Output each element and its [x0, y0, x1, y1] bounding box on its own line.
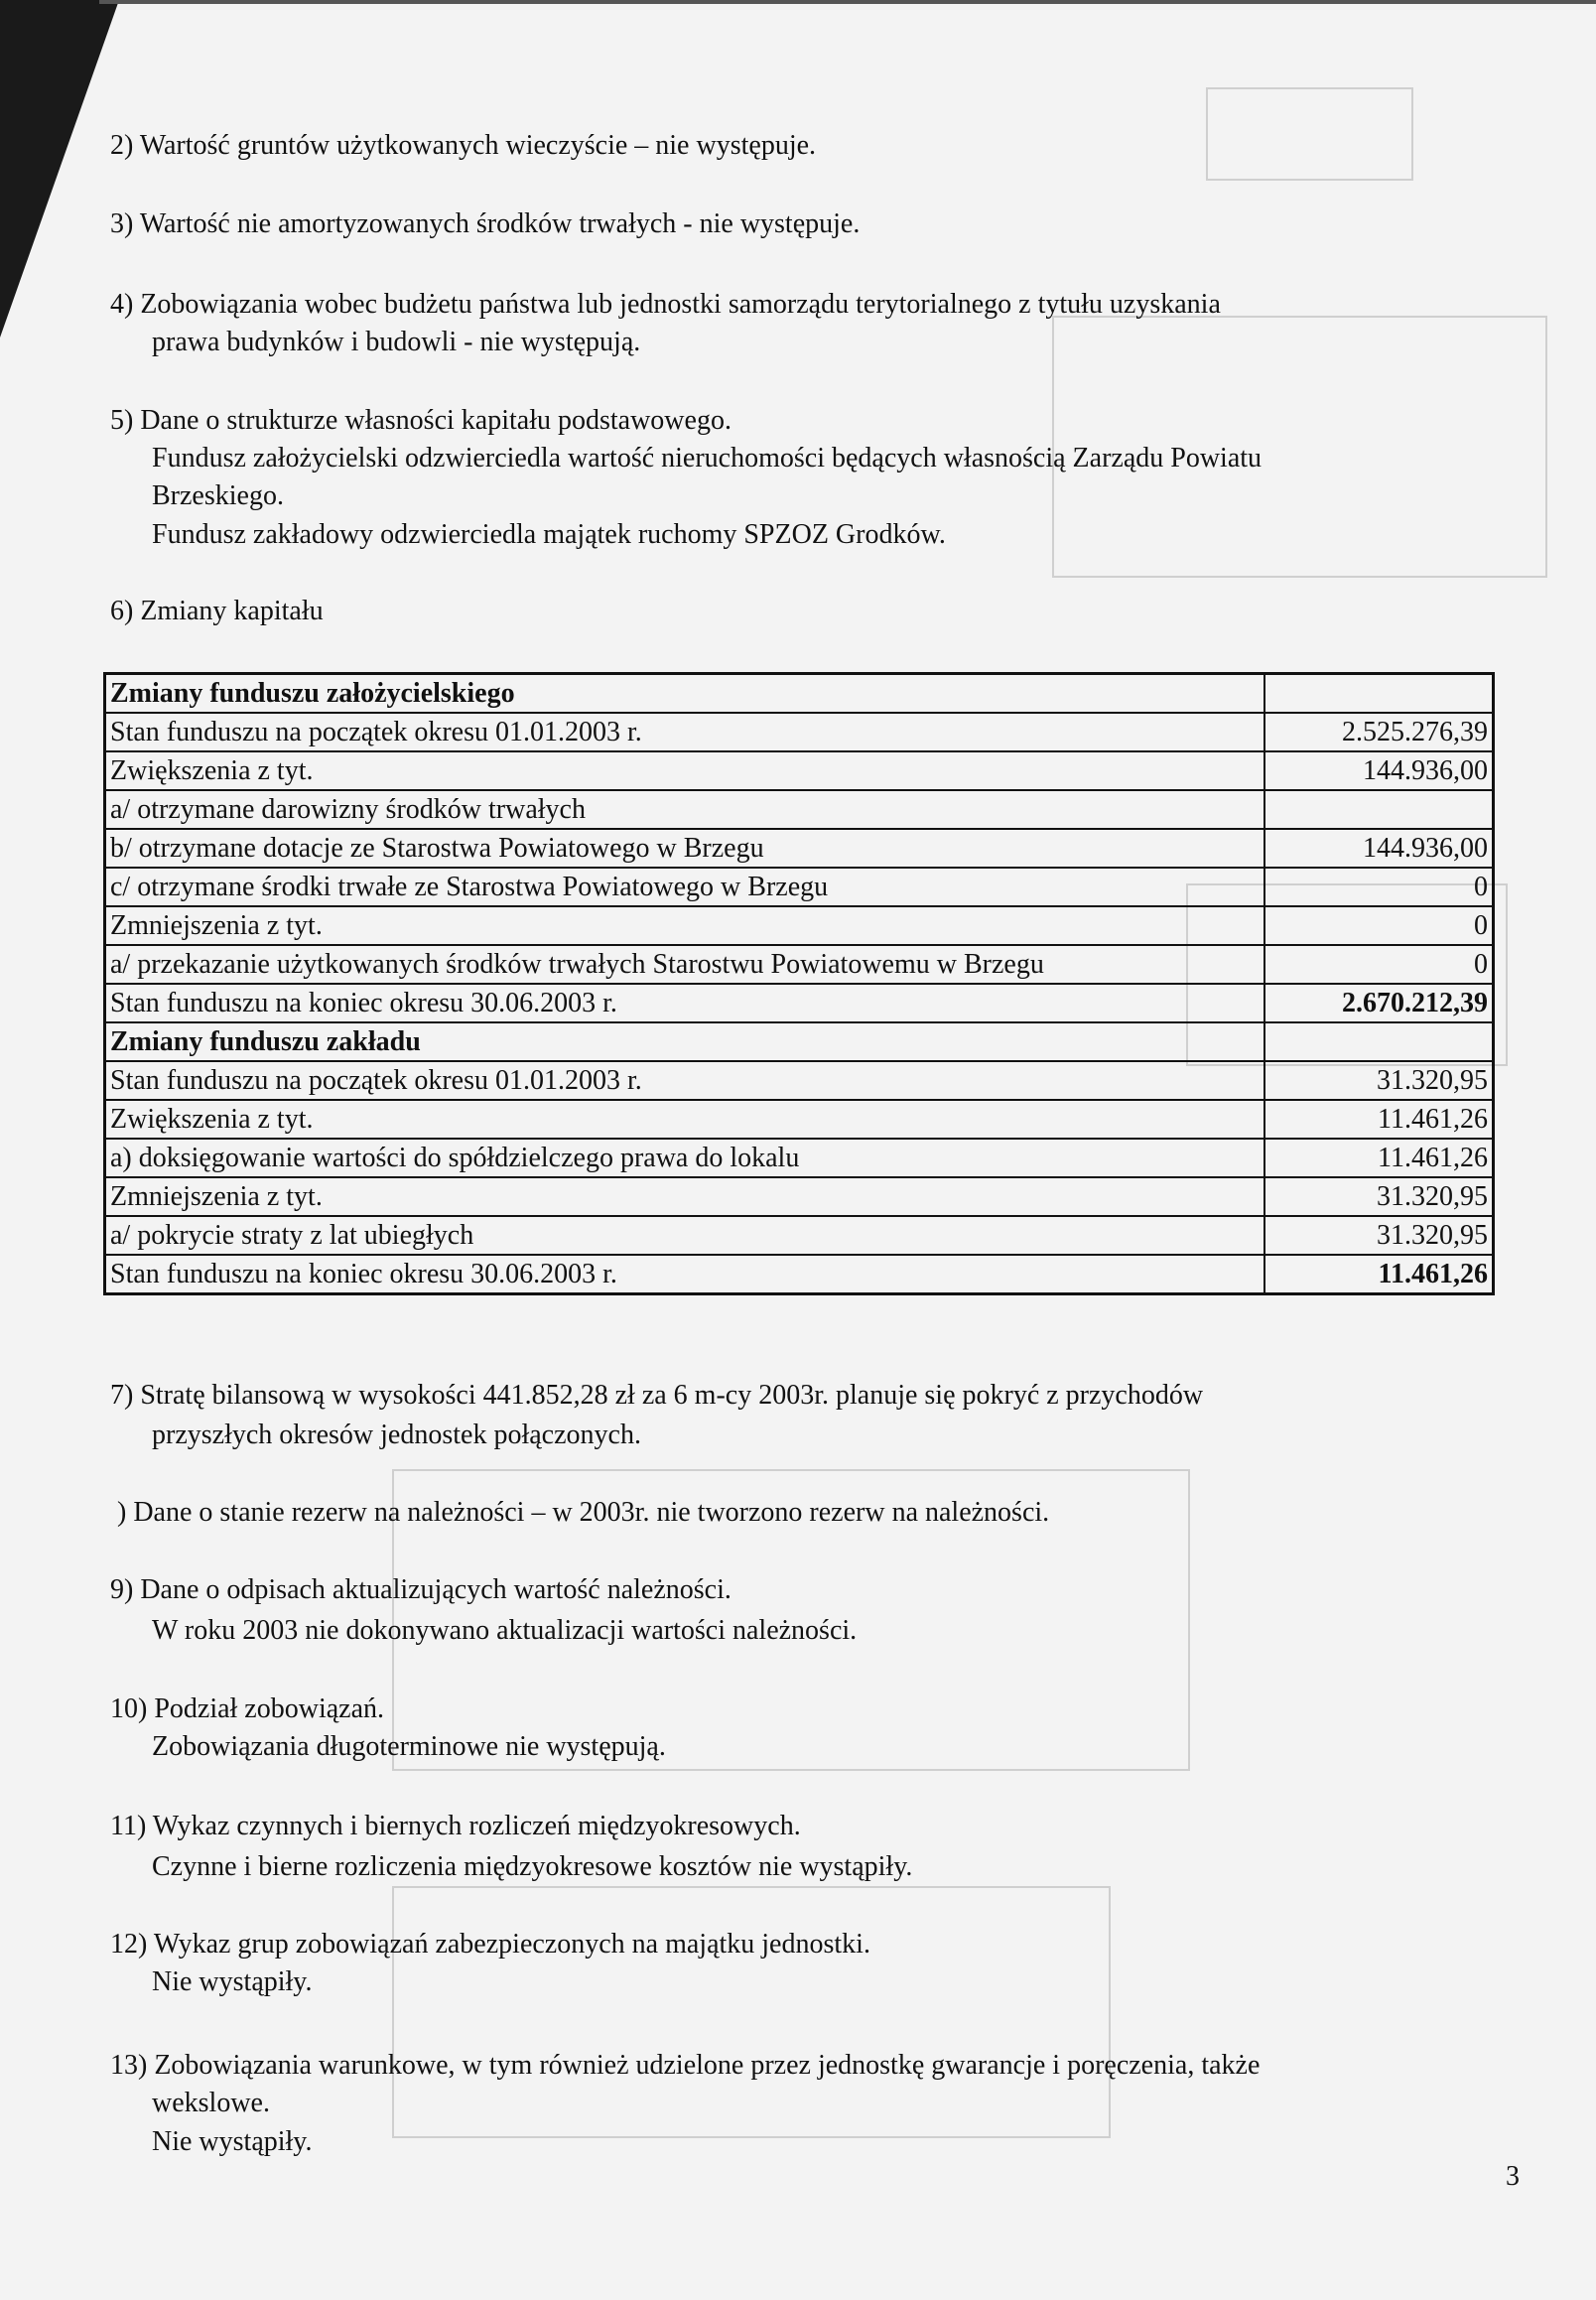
row-label: Zmiany funduszu założycielskiego [105, 674, 1265, 714]
table-row [105, 1061, 1494, 1100]
item-13-line-1: 13) Zobowiązania warunkowe, w tym również udzielone przez jednostkę gwarancje i poręczenia, także [110, 2050, 1261, 2081]
item-10-line-2: Zobowiązania długoterminowe nie występują. [152, 1731, 666, 1762]
row-label: Stan funduszu na początek okresu 01.01.2003 r. [105, 1061, 1265, 1100]
table-row [105, 1216, 1494, 1255]
item-6: 6) Zmiany kapitału [110, 596, 324, 626]
item-7-line-2: przyszłych okresów jednostek połączonych. [152, 1420, 641, 1450]
table-row [105, 868, 1494, 906]
row-value: 31.320,95 [1264, 1177, 1494, 1216]
item-11-line-1: 11) Wykaz czynnych i biernych rozliczeń międzyokresowych. [110, 1811, 801, 1841]
row-value: 31.320,95 [1264, 1061, 1494, 1100]
capital-changes-table [103, 672, 1495, 1295]
row-label: Zmniejszenia z tyt. [105, 906, 1265, 945]
row-label: c/ otrzymane środki trwałe ze Starostwa Powiatowego w Brzegu [105, 868, 1265, 906]
row-label: Stan funduszu na koniec okresu 30.06.2003 r. [105, 984, 1265, 1022]
row-value: 0 [1264, 868, 1494, 906]
row-label: Stan funduszu na początek okresu 01.01.2003 r. [105, 713, 1265, 751]
table-row [105, 713, 1494, 751]
row-label: Zwiększenia z tyt. [105, 751, 1265, 790]
item-12-line-2: Nie wystąpiły. [152, 1966, 313, 1997]
row-value [1264, 1022, 1494, 1061]
row-value: 144.936,00 [1264, 751, 1494, 790]
row-value: 2.670.212,39 [1264, 984, 1494, 1022]
item-3: 3) Wartość nie amortyzowanych środków trwałych - nie występuje. [110, 208, 861, 239]
row-value: 11.461,26 [1264, 1100, 1494, 1139]
bleed-through-box [392, 1886, 1111, 2138]
item-13-line-3: Nie wystąpiły. [152, 2126, 313, 2157]
item-4-line-2: prawa budynków i budowli - nie występują. [152, 327, 641, 357]
table-row [105, 1139, 1494, 1177]
scan-shadow-corner [0, 0, 119, 338]
table-row [105, 1255, 1494, 1294]
item-9-line-1: 9) Dane o odpisach aktualizujących wartość należności. [110, 1574, 732, 1605]
table-row [105, 945, 1494, 984]
row-value: 11.461,26 [1264, 1139, 1494, 1177]
row-value: 11.461,26 [1264, 1255, 1494, 1294]
row-value [1264, 674, 1494, 714]
table-row [105, 906, 1494, 945]
table-row [105, 829, 1494, 868]
item-2: 2) Wartość gruntów użytkowanych wieczyście – nie występuje. [110, 130, 817, 161]
row-value: 0 [1264, 945, 1494, 984]
row-label: b/ otrzymane dotacje ze Starostwa Powiatowego w Brzegu [105, 829, 1265, 868]
table-row [105, 751, 1494, 790]
row-value: 2.525.276,39 [1264, 713, 1494, 751]
item-11-line-2: Czynne i bierne rozliczenia międzyokresowe kosztów nie wystąpiły. [152, 1851, 913, 1882]
item-9-line-2: W roku 2003 nie dokonywano aktualizacji wartości należności. [152, 1615, 858, 1646]
row-label: Stan funduszu na koniec okresu 30.06.2003 r. [105, 1255, 1265, 1294]
item-5-line-3: Brzeskiego. [152, 480, 284, 511]
row-label: a) doksięgowanie wartości do spółdzielczego prawa do lokalu [105, 1139, 1265, 1177]
item-7-line-1: 7) Stratę bilansową w wysokości 441.852,28 zł za 6 m-cy 2003r. planuje się pokryć z przychodów [110, 1380, 1204, 1411]
page-number: 3 [1506, 2161, 1520, 2192]
table-row [105, 984, 1494, 1022]
row-label: a/ otrzymane darowizny środków trwałych [105, 790, 1265, 829]
row-value: 0 [1264, 906, 1494, 945]
item-5-line-4: Fundusz zakładowy odzwierciedla majątek ruchomy SPZOZ Grodków. [152, 519, 946, 550]
row-value: 31.320,95 [1264, 1216, 1494, 1255]
item-4-line-1: 4) Zobowiązania wobec budżetu państwa lub jednostki samorządu terytorialnego z tytułu uzyskania [110, 289, 1221, 320]
row-label: Zwiększenia z tyt. [105, 1100, 1265, 1139]
row-label: Zmiany funduszu zakładu [105, 1022, 1265, 1061]
row-label: a/ pokrycie straty z lat ubiegłych [105, 1216, 1265, 1255]
scan-top-edge [99, 0, 1596, 4]
table-row [105, 790, 1494, 829]
table-row [105, 1177, 1494, 1216]
row-label: Zmniejszenia z tyt. [105, 1177, 1265, 1216]
item-13-line-2: wekslowe. [152, 2088, 270, 2118]
row-value: 144.936,00 [1264, 829, 1494, 868]
item-5-line-1: 5) Dane o strukturze własności kapitału podstawowego. [110, 405, 732, 436]
item-12-line-1: 12) Wykaz grup zobowiązań zabezpieczonych na majątku jednostki. [110, 1929, 870, 1960]
bleed-through-box [1206, 87, 1413, 181]
table-section-header [105, 674, 1494, 714]
item-8: ) Dane o stanie rezerw na należności – w 2003r. nie tworzono rezerw na należności. [117, 1497, 1050, 1528]
table-row [105, 1100, 1494, 1139]
row-label: a/ przekazanie użytkowanych środków trwałych Starostwu Powiatowemu w Brzegu [105, 945, 1265, 984]
item-5-line-2: Fundusz założycielski odzwierciedla wartość nieruchomości będących własnością Zarządu Powiatu [152, 443, 1263, 474]
row-value [1264, 790, 1494, 829]
table-section-header [105, 1022, 1494, 1061]
item-10-line-1: 10) Podział zobowiązań. [110, 1693, 385, 1724]
